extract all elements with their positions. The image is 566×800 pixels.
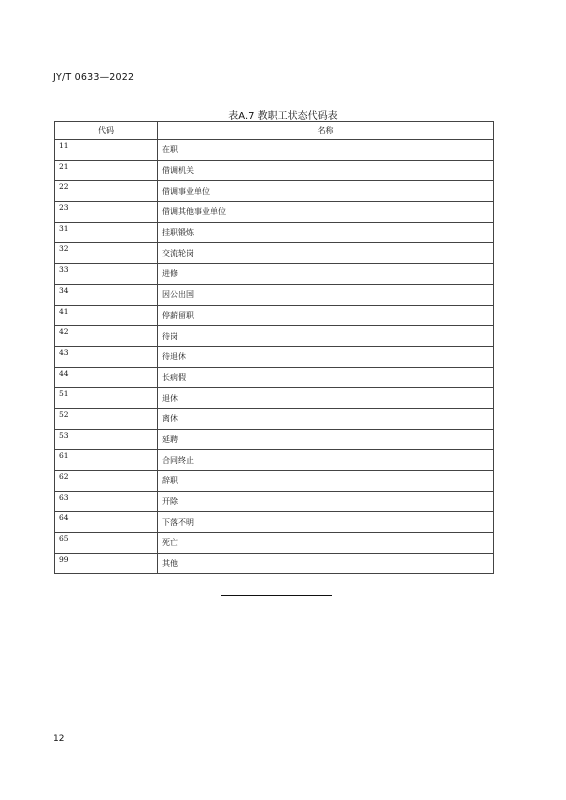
name-cell: 交流轮岗 bbox=[158, 243, 494, 264]
code-cell: 62 bbox=[55, 471, 158, 492]
table-row bbox=[55, 512, 494, 533]
table-row bbox=[55, 388, 494, 409]
table-row bbox=[55, 326, 494, 347]
name-cell: 挂职锻炼 bbox=[158, 222, 494, 243]
code-cell: 34 bbox=[55, 284, 158, 305]
code-cell: 43 bbox=[55, 346, 158, 367]
name-cell: 开除 bbox=[158, 491, 494, 512]
name-cell: 辞职 bbox=[158, 471, 494, 492]
table-body bbox=[55, 140, 494, 574]
name-cell: 延聘 bbox=[158, 429, 494, 450]
table-row bbox=[55, 305, 494, 326]
table-row bbox=[55, 553, 494, 574]
table-row bbox=[55, 160, 494, 181]
table-row bbox=[55, 367, 494, 388]
table-row bbox=[55, 140, 494, 161]
table-row bbox=[55, 471, 494, 492]
table-row bbox=[55, 284, 494, 305]
code-cell: 11 bbox=[55, 140, 158, 161]
name-cell: 借调机关 bbox=[158, 160, 494, 181]
table-row bbox=[55, 264, 494, 285]
code-cell: 61 bbox=[55, 450, 158, 471]
end-of-document-rule bbox=[221, 595, 332, 596]
name-cell: 死亡 bbox=[158, 533, 494, 554]
code-cell: 52 bbox=[55, 408, 158, 429]
code-cell: 53 bbox=[55, 429, 158, 450]
standard-code: JY/T 0633—2022 bbox=[53, 72, 135, 83]
table-row bbox=[55, 450, 494, 471]
code-cell: 44 bbox=[55, 367, 158, 388]
code-cell: 63 bbox=[55, 491, 158, 512]
code-cell: 23 bbox=[55, 202, 158, 223]
name-cell: 借调其他事业单位 bbox=[158, 202, 494, 223]
name-cell: 其他 bbox=[158, 553, 494, 574]
page-number: 12 bbox=[53, 734, 65, 744]
table-row bbox=[55, 181, 494, 202]
code-cell: 31 bbox=[55, 222, 158, 243]
code-cell: 42 bbox=[55, 326, 158, 347]
status-code-table bbox=[54, 121, 494, 574]
table-row bbox=[55, 222, 494, 243]
table-row bbox=[55, 243, 494, 264]
table-row bbox=[55, 491, 494, 512]
name-cell: 退休 bbox=[158, 388, 494, 409]
name-cell: 在职 bbox=[158, 140, 494, 161]
code-cell: 99 bbox=[55, 553, 158, 574]
table-row bbox=[55, 202, 494, 223]
code-cell: 33 bbox=[55, 264, 158, 285]
name-cell: 待退休 bbox=[158, 346, 494, 367]
name-cell: 长病假 bbox=[158, 367, 494, 388]
name-cell: 下落不明 bbox=[158, 512, 494, 533]
column-header-code: 代码 bbox=[55, 122, 158, 140]
name-cell: 因公出国 bbox=[158, 284, 494, 305]
name-cell: 停薪留职 bbox=[158, 305, 494, 326]
name-cell: 合同终止 bbox=[158, 450, 494, 471]
column-header-name: 名称 bbox=[158, 122, 494, 140]
table-row bbox=[55, 429, 494, 450]
code-cell: 22 bbox=[55, 181, 158, 202]
code-cell: 64 bbox=[55, 512, 158, 533]
table-header-row bbox=[55, 122, 494, 140]
table-title: 表A.7 教职工状态代码表 bbox=[228, 111, 338, 122]
code-cell: 51 bbox=[55, 388, 158, 409]
table-row bbox=[55, 533, 494, 554]
table-row bbox=[55, 408, 494, 429]
name-cell: 待岗 bbox=[158, 326, 494, 347]
code-cell: 65 bbox=[55, 533, 158, 554]
name-cell: 离休 bbox=[158, 408, 494, 429]
code-cell: 32 bbox=[55, 243, 158, 264]
code-cell: 41 bbox=[55, 305, 158, 326]
code-cell: 21 bbox=[55, 160, 158, 181]
table-row bbox=[55, 346, 494, 367]
name-cell: 进修 bbox=[158, 264, 494, 285]
name-cell: 借调事业单位 bbox=[158, 181, 494, 202]
